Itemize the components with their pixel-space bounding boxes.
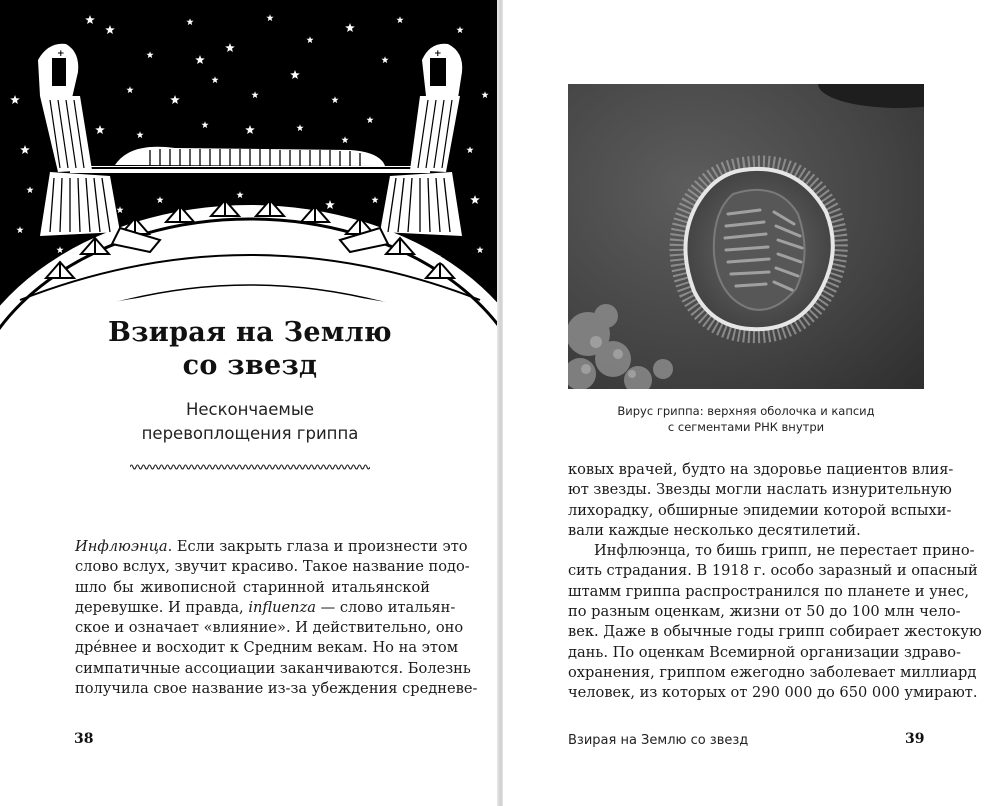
body-line: лихорадку, обширные эпидемии которой вспыхи-	[568, 501, 952, 519]
italic-word: influenza	[248, 598, 316, 616]
body-line: получила свое название из-за убеждения средневе-	[75, 680, 478, 698]
chapter-title-line2: со звезд	[182, 350, 318, 381]
body-line: дань. По оценкам Всемирной организации здраво-	[568, 643, 961, 661]
body-line: дрéвнее и восходит к Средним векам. Но на этом	[75, 639, 459, 657]
page-number-right: 39	[905, 731, 925, 747]
body-line: слово вслух, звучит красиво. Такое название подо-	[75, 558, 470, 576]
body-line: ковых врачей, будто на здоровье пациентов влия-	[568, 461, 954, 478]
body-line-text: Если закрыть глаза и произнести это	[172, 538, 468, 555]
body-line: охранения, гриппом ежегодно заболевает миллиард	[568, 663, 977, 681]
running-head: Взирая на Землю со звезд	[568, 733, 749, 748]
italic-lead: Инфлюэнца.	[75, 538, 173, 555]
chapter-subtitle-line1: Нескончаемые	[185, 400, 315, 419]
chapter-subtitle	[60, 398, 440, 446]
svg-text:+: +	[57, 49, 65, 59]
body-line	[75, 537, 468, 557]
left-page	[0, 0, 498, 806]
virus-micrograph-photo	[568, 84, 924, 389]
body-line: штамм гриппа распространился по планете и унес,	[568, 582, 969, 600]
right-body-text	[568, 460, 982, 704]
left-body-text	[75, 537, 478, 699]
body-line: шло бы живописной старинной итальянской	[75, 578, 430, 596]
caption-line2: с сегментами РНК внутри	[667, 420, 825, 434]
chapter-title	[40, 316, 460, 382]
svg-text:+: +	[434, 49, 442, 59]
body-line: ское и означает «влияние». И действительно, оно	[75, 619, 464, 637]
body-line-text: — слово итальян-	[315, 598, 456, 616]
body-line-text: деревушке. И правда,	[75, 598, 249, 616]
chapter-title-line1: Взирая на Землю	[108, 317, 392, 348]
wave-divider	[130, 461, 370, 473]
photo-caption	[568, 403, 924, 435]
body-line: сить страдания. В 1918 г. особо заразный и опасный	[568, 562, 978, 580]
chapter-subtitle-line2: перевоплощения гриппа	[141, 424, 359, 443]
body-line: век. Даже в обычные годы грипп собирает жестокую	[568, 623, 982, 641]
body-line: по разным оценкам, жизни от 50 до 100 млн чело-	[568, 603, 961, 621]
body-line: вали каждые несколько десятилетий.	[568, 521, 861, 539]
caption-line1: Вирус гриппа: верхняя оболочка и капсид	[617, 404, 875, 418]
body-line: симпатичные ассоциации заканчиваются. Болезнь	[75, 659, 471, 677]
body-line: человек, из которых от 290 000 до 650 000 умирают.	[568, 684, 978, 702]
page-number-left: 38	[74, 731, 94, 747]
woodcut-illustration	[0, 0, 498, 360]
body-line: ют звезды. Звезды могли наслать изнурительную	[568, 481, 952, 499]
body-line	[75, 598, 456, 618]
body-line: Инфлюэнца, то бишь грипп, не перестает прино-	[594, 542, 975, 560]
